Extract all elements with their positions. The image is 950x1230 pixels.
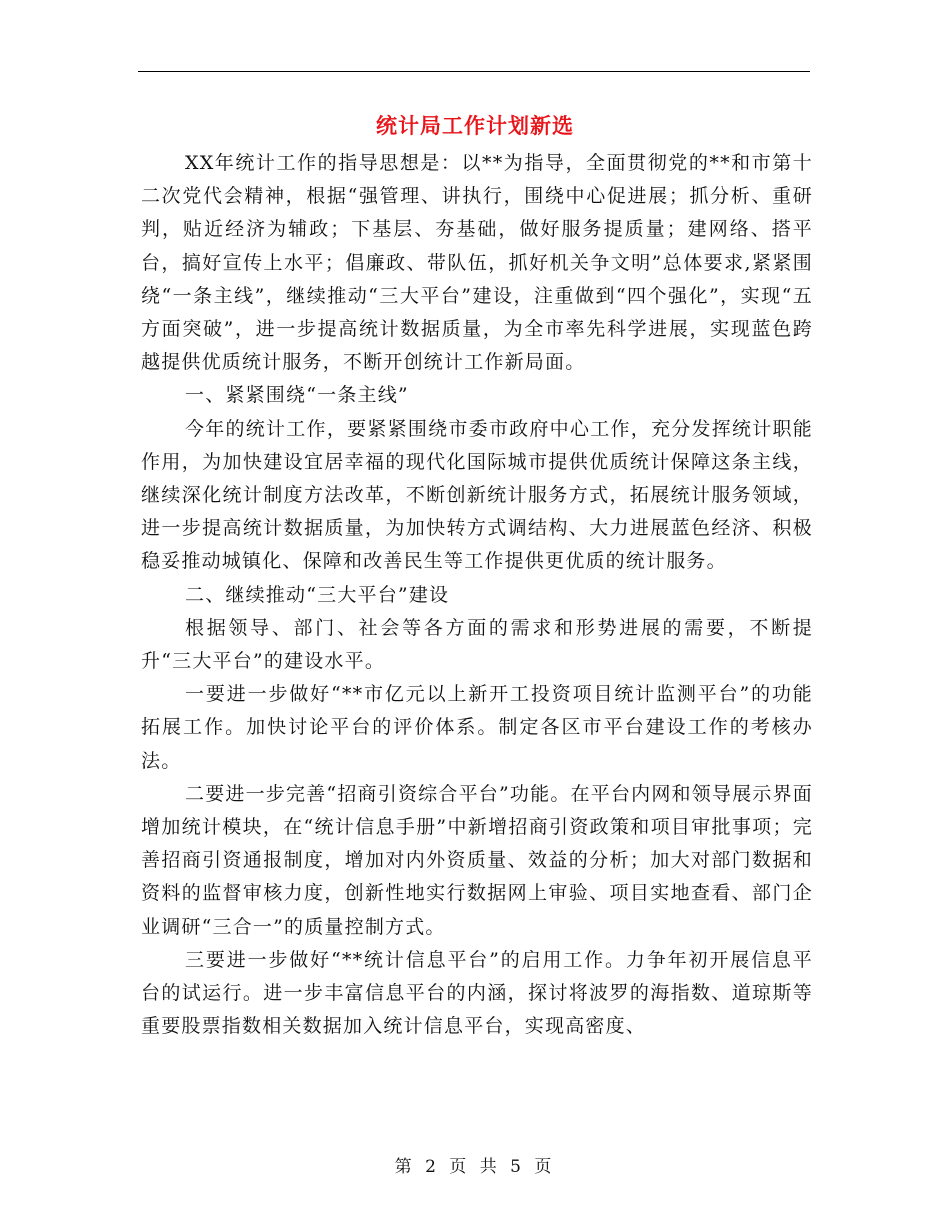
paragraph-platforms-intro: 根据领导、部门、社会等各方面的需求和形势进展的需要，不断提升“三大平台”的建设水平。 bbox=[141, 616, 813, 673]
paragraph-main-line: 今年的统计工作，要紧紧围绕市委市政府中心工作，充分发挥统计职能作用，为加快建设宜居幸福的现代化国际城市提供优质统计保障这条主线，继续深化统计制度方法改革，不断创新统计服务方式，拓展统计服务领域，进一步提高统计数据质量，为加快转方式调结构、大力进展蓝色经济、积极稳妥推动城镇化、保障和改善民生等工作提供更优质的统计服务。 bbox=[141, 417, 813, 573]
section-heading-1: 一、紧紧围绕“一条主线” bbox=[185, 384, 409, 407]
document-title: 统计局工作计划新选 bbox=[376, 114, 574, 138]
paragraph-platform-3: 三要进一步做好“**统计信息平台”的启用工作。力争年初开展信息平台的试运行。进一步丰富信息平台的内涵，探讨将波罗的海指数、道琼斯等重要股票指数相关数据加入统计信息平台，实现高密度、 bbox=[141, 948, 813, 1038]
section-heading-2: 二、继续推动“三大平台”建设 bbox=[185, 583, 450, 606]
header-rule bbox=[138, 71, 810, 72]
paragraph-platform-1: 一要进一步做好“**市亿元以上新开工投资项目统计监测平台”的功能拓展工作。加快讨论平台的评价体系。制定各区市平台建设工作的考核办法。 bbox=[141, 683, 813, 772]
document-body bbox=[141, 147, 813, 1043]
paragraph-guiding-thought: XX年统计工作的指导思想是：以**为指导，全面贯彻党的**和市第十二次党代会精神，根据“强管理、讲执行，围绕中心促进展；抓分析、重研判，贴近经济为辅政；下基层、夯基础，做好服务提质量；建网络、搭平台，搞好宣传上水平；倡廉政、带队伍，抓好机关争文明”总体要求,紧紧围绕“一条主线”，继续推动“三大平台”建设，注重做到“四个强化”，实现“五方面突破”，进一步提高统计数据质量，为全市率先科学进展，实现蓝色跨越提供优质统计服务，不断开创统计工作新局面。 bbox=[141, 152, 813, 374]
page-footer: 第 2 页 共 5 页 bbox=[394, 1157, 556, 1177]
paragraph-platform-2: 二要进一步完善“招商引资综合平台”功能。在平台内网和领导展示界面增加统计模块，在“统计信息手册”中新增招商引资政策和项目审批事项；完善招商引资通报制度，增加对内外资质量、效益的分析；加大对部门数据和资料的监督审核力度，创新性地实行数据网上审验、项目实地查看、部门企业调研“三合一”的质量控制方式。 bbox=[141, 782, 813, 938]
